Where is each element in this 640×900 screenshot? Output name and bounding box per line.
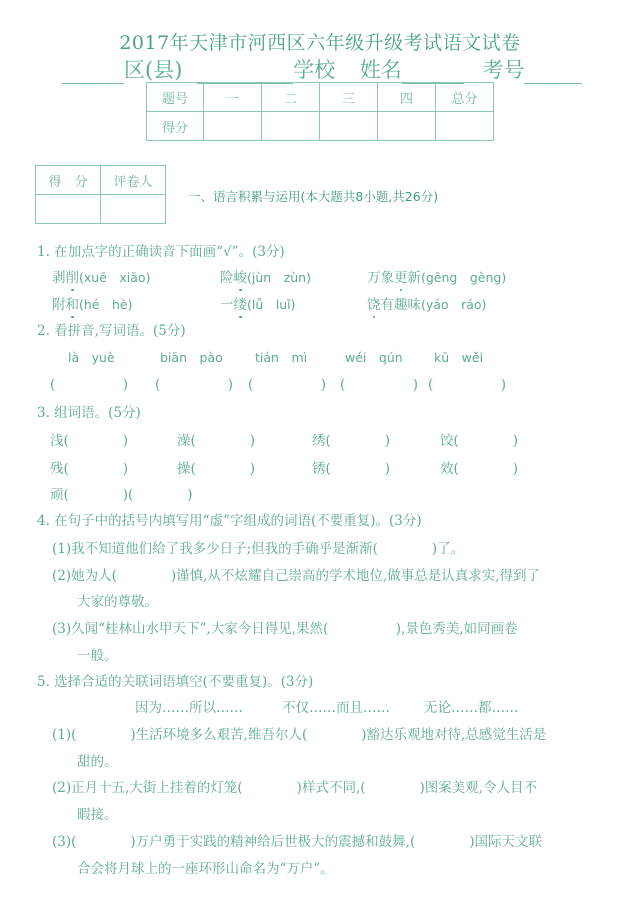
school-field[interactable]: [197, 63, 293, 84]
q1-word: 有趣味: [380, 297, 421, 313]
q1-dotted-char: 饶: [367, 297, 381, 313]
q5-option: 不仅……而且……: [282, 700, 390, 716]
q1-word: 险: [220, 270, 234, 286]
q3-blank[interactable]: 操( ): [177, 461, 256, 477]
district-label: 区(县): [124, 58, 183, 82]
section-1-title: 一、语言积累与运用(本大题共8小题,共26分): [188, 189, 439, 204]
q1-item: [220, 266, 311, 286]
q4-prompt: 4. 在句子中的括号内填写用“虚”字组成的词语(不要重复)。(3分): [37, 513, 422, 529]
q3-blank[interactable]: 浅( ): [50, 433, 129, 449]
student-info-line: [62, 54, 582, 84]
q2-pinyin: biān pào: [160, 350, 223, 365]
q4-item-2-cont: 大家的尊敬。: [77, 594, 158, 610]
q1-pinyin-options[interactable]: (yáo ráo): [421, 297, 487, 312]
q4-item-3-cont: 一般。: [77, 648, 118, 664]
q1-item: [220, 293, 296, 313]
q1-item: [52, 293, 132, 313]
score-table-header-row: [147, 83, 494, 112]
q1-dotted-char: 峻: [233, 270, 247, 286]
q4-item-1[interactable]: (1)我不知道他们给了我多少日子;但我的手确乎是渐渐( )了。: [52, 541, 465, 557]
score-cell[interactable]: [262, 112, 320, 141]
q1-item: [52, 266, 150, 286]
grader-name-label: 评卷人: [101, 166, 166, 195]
score-cell[interactable]: [204, 112, 262, 141]
score-row-label: 得分: [147, 112, 204, 141]
grader-table: [35, 165, 166, 224]
q4-item-3[interactable]: (3)久闻“桂林山水甲天下”,大家今日得见,果然( ),景色秀美,如同画卷: [52, 621, 518, 637]
q1-word: 新: [407, 270, 421, 286]
score-header-cell: 四: [378, 83, 436, 112]
score-header-cell: 题号: [147, 83, 204, 112]
q5-item-2-cont: 暇接。: [77, 807, 118, 823]
q5-item-3[interactable]: (3)( )万户勇于实践的精神给后世极大的震撼和鼓舞,( )国际天文联: [52, 834, 542, 850]
grader-header-row: [36, 166, 166, 195]
q1-dotted-char: 更: [394, 270, 408, 286]
q2-pinyin: là yuè: [68, 350, 115, 365]
q2-answer-blank[interactable]: ( ): [50, 377, 129, 393]
q1-prompt: 1. 在加点字的正确读音下面画“√”。(3分): [37, 244, 285, 260]
q5-item-3-cont: 合会将月球上的一座环形山命名为“万户”。: [77, 861, 334, 877]
q2-prompt: 2. 看拼音,写词语。(5分): [37, 323, 186, 339]
score-cell[interactable]: [436, 112, 494, 141]
q1-pinyin-options[interactable]: (gēng gèng): [421, 270, 507, 285]
q3-blank[interactable]: 残( ): [50, 461, 129, 477]
name-field[interactable]: [402, 63, 464, 84]
q1-dotted-char: 削: [65, 270, 79, 286]
q4-item-2[interactable]: (2)她为人( )谨慎,从不炫耀自己崇高的学术地位,做事总是认真求实,得到了: [52, 568, 541, 584]
q2-answer-blank[interactable]: ( ): [155, 377, 234, 393]
q1-pinyin-options[interactable]: (jùn zùn): [247, 270, 311, 285]
q3-blank[interactable]: 绣( ): [312, 433, 391, 449]
score-table: [146, 82, 494, 141]
q1-word: 附: [52, 297, 66, 313]
q1-pinyin-options[interactable]: (lǚ luǐ): [247, 297, 296, 312]
grader-score-cell[interactable]: [36, 195, 101, 224]
score-header-cell: 二: [262, 83, 320, 112]
exam-no-field[interactable]: [524, 63, 582, 84]
q1-item: [367, 266, 506, 286]
q1-dotted-char: 缕: [233, 297, 247, 313]
q3-prompt: 3. 组词语。(5分): [37, 405, 141, 421]
score-cell[interactable]: [320, 112, 378, 141]
q2-answer-blank[interactable]: ( ): [428, 377, 507, 393]
exam-title: 2017年天津市河西区六年级升级考试语文试卷: [119, 32, 521, 54]
q5-item-2[interactable]: (2)正月十五,大街上挂着的灯笼( )样式不同,( )图案美观,令人目不: [52, 780, 538, 796]
q1-word: 一: [220, 297, 234, 313]
q5-item-1[interactable]: (1)( )生活环境多么艰苦,维吾尔人( )豁达乐观地对待,总感觉生活是: [52, 727, 547, 743]
q1-dotted-char: 和: [65, 297, 79, 313]
q3-blank[interactable]: 饺( ): [440, 433, 519, 449]
district-field[interactable]: [62, 63, 124, 84]
q2-pinyin: kū wěi: [434, 350, 484, 365]
school-label: 学校: [293, 58, 336, 82]
q5-option: 无论……都……: [424, 700, 519, 716]
score-header-cell: 一: [204, 83, 262, 112]
grader-score-label: 得 分: [36, 166, 101, 195]
q5-item-1-cont: 甜的。: [77, 754, 118, 770]
q2-answer-blank[interactable]: ( ): [248, 377, 327, 393]
grader-value-row: [36, 195, 166, 224]
q1-pinyin-options[interactable]: (xuē xiāo): [79, 270, 151, 285]
q2-answer-blank[interactable]: ( ): [340, 377, 419, 393]
q5-option: 因为……所以……: [135, 700, 243, 716]
q1-word: 剥: [52, 270, 66, 286]
q1-item: [367, 293, 486, 313]
q3-blank[interactable]: 顽( )( ): [50, 487, 193, 503]
grader-name-cell[interactable]: [101, 195, 166, 224]
q1-pinyin-options[interactable]: (hé hè): [79, 297, 133, 312]
q2-pinyin: wéi qún: [345, 350, 403, 365]
score-header-cell: 总分: [436, 83, 494, 112]
q2-pinyin: tián mì: [255, 350, 308, 365]
q1-word: 万象: [367, 270, 394, 286]
exam-no-label: 考号: [482, 58, 525, 82]
score-table-row: [147, 112, 494, 141]
q3-blank[interactable]: 澡( ): [177, 433, 256, 449]
name-label: 姓名: [359, 58, 402, 82]
q3-blank[interactable]: 效( ): [440, 461, 519, 477]
score-cell[interactable]: [378, 112, 436, 141]
score-header-cell: 三: [320, 83, 378, 112]
q5-prompt: 5. 选择合适的关联词语填空(不要重复)。(3分): [37, 674, 314, 690]
q3-blank[interactable]: 锈( ): [312, 461, 391, 477]
